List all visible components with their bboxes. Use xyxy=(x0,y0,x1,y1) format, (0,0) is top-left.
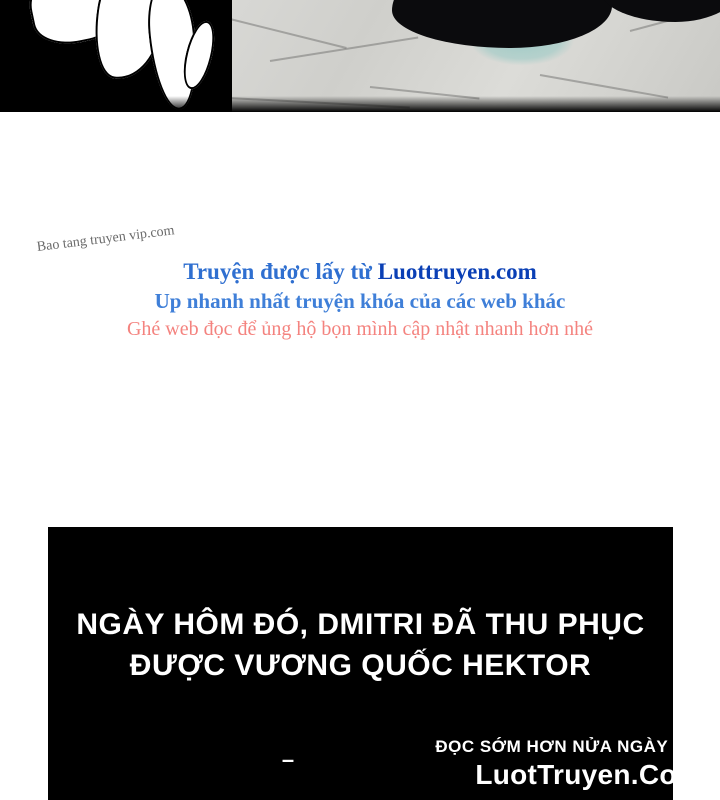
promo-line-2: Up nhanh nhất truyện khóa của các web khác xyxy=(154,289,566,313)
caption-dash: – xyxy=(281,747,295,772)
promo-line-1-prefix: Truyện được lấy từ xyxy=(183,259,378,284)
brand-overlay xyxy=(402,736,702,792)
promo-line-1 xyxy=(0,258,720,286)
brand-tagline: ĐỌC SỚM HƠN NỬA NGÀY TẠI xyxy=(435,737,702,756)
site-watermark: Bao tang truyen vip.com xyxy=(36,223,176,256)
caption-text: NGÀY HÔM ĐÓ, DMITRI ĐÃ THU PHỤC ĐƯỢC VƯƠNG QUỐC HEKTOR xyxy=(76,608,645,682)
promo-block xyxy=(0,258,720,342)
promo-line-3: Ghé web đọc để ủng hộ bọn mình cập nhật nhanh hơn nhé xyxy=(126,318,594,340)
brand-name[interactable]: LuotTruyen.Com xyxy=(475,759,702,790)
artwork-bottom-fade xyxy=(0,96,720,112)
promo-brand-link[interactable]: Luottruyen.com xyxy=(377,259,537,284)
artwork-strip xyxy=(0,0,720,112)
